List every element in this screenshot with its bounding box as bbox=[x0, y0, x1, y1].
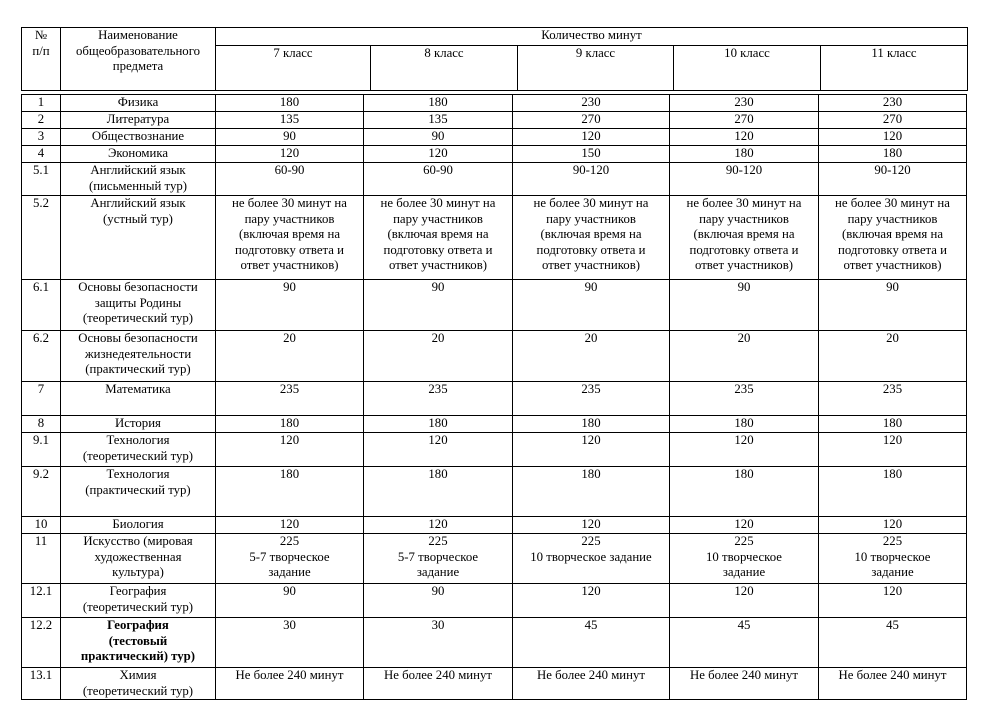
minutes-cell-text: 120 bbox=[734, 129, 754, 143]
minutes-cell-text: 45 bbox=[584, 618, 598, 632]
subject-name bbox=[61, 534, 216, 584]
minutes-cell bbox=[364, 382, 513, 416]
subject-name-text: Технология (практический тур) bbox=[85, 467, 191, 497]
minutes-cell-text: Не более 240 минут bbox=[235, 668, 344, 682]
table-body bbox=[21, 94, 967, 700]
minutes-cell bbox=[513, 146, 670, 163]
minutes-cell-text: 120 bbox=[581, 129, 601, 143]
table-row bbox=[22, 416, 967, 433]
minutes-cell-text: 180 bbox=[882, 416, 903, 430]
minutes-cell bbox=[670, 129, 819, 146]
minutes-cell bbox=[216, 112, 364, 129]
minutes-cell bbox=[670, 517, 819, 534]
minutes-cell-text: 20 bbox=[737, 331, 751, 345]
minutes-cell bbox=[216, 517, 364, 534]
subject-name bbox=[61, 280, 216, 331]
subject-name-text: География (тестовый практический) тур) bbox=[80, 618, 196, 663]
minutes-cell bbox=[513, 280, 670, 331]
table-row bbox=[22, 534, 967, 584]
minutes-cell bbox=[819, 280, 967, 331]
subject-name-text: Химия (теоретический тур) bbox=[82, 668, 194, 698]
minutes-cell-text: 225 10 творческое задание bbox=[530, 534, 652, 564]
minutes-cell-text: 180 bbox=[882, 146, 903, 160]
minutes-cell-text: 180 bbox=[279, 467, 300, 481]
minutes-cell-text: 135 bbox=[428, 112, 448, 126]
minutes-cell bbox=[216, 129, 364, 146]
minutes-cell bbox=[513, 668, 670, 700]
minutes-cell-text: 120 bbox=[882, 129, 903, 143]
subject-name-text: География (теоретический тур) bbox=[82, 584, 194, 614]
table-row bbox=[22, 618, 967, 668]
minutes-cell bbox=[216, 163, 364, 196]
row-number bbox=[22, 280, 61, 331]
minutes-cell bbox=[819, 146, 967, 163]
row-number-text: 9.1 bbox=[33, 433, 49, 447]
minutes-cell-text: 120 bbox=[882, 517, 903, 531]
minutes-cell-text: 120 bbox=[882, 584, 903, 598]
minutes-cell bbox=[216, 467, 364, 517]
minutes-cell bbox=[364, 467, 513, 517]
subject-name bbox=[61, 112, 216, 129]
minutes-cell bbox=[216, 416, 364, 433]
minutes-cell-text: 45 bbox=[886, 618, 899, 632]
row-number bbox=[22, 517, 61, 534]
row-number-text: 10 bbox=[34, 517, 48, 531]
minutes-cell-text: Не более 240 минут bbox=[537, 668, 645, 682]
subject-name bbox=[61, 433, 216, 467]
minutes-cell-text: 30 bbox=[283, 618, 296, 632]
minutes-cell-text: 180 bbox=[428, 95, 448, 109]
table-row bbox=[22, 129, 967, 146]
minutes-cell bbox=[513, 534, 670, 584]
minutes-cell-text: 235 bbox=[428, 382, 448, 396]
subject-name bbox=[61, 618, 216, 668]
minutes-cell bbox=[513, 618, 670, 668]
minutes-cell-text: 90 bbox=[283, 129, 296, 143]
row-number-text: 6.1 bbox=[33, 280, 49, 294]
row-number-text: 6.2 bbox=[33, 331, 49, 345]
row-number bbox=[22, 382, 61, 416]
minutes-cell-text: 235 bbox=[734, 382, 754, 396]
minutes-cell-text: 180 bbox=[428, 416, 448, 430]
minutes-cell bbox=[670, 382, 819, 416]
table-row bbox=[22, 382, 967, 416]
minutes-cell-text: 90 bbox=[283, 584, 296, 598]
minutes-cell-text: 90-120 bbox=[874, 163, 911, 177]
minutes-cell bbox=[513, 331, 670, 382]
subject-name-text: Математика bbox=[105, 382, 171, 396]
minutes-cell-text: 180 bbox=[734, 146, 754, 160]
minutes-cell bbox=[670, 534, 819, 584]
minutes-cell-text: 120 bbox=[581, 584, 601, 598]
minutes-cell-text: не более 30 минут на пару участников (включая время на подготовку ответа и ответ участников) bbox=[232, 196, 347, 272]
minutes-cell-text: 180 bbox=[428, 467, 448, 481]
minutes-cell-text: 230 bbox=[882, 95, 903, 109]
row-number bbox=[22, 584, 61, 618]
minutes-cell bbox=[364, 163, 513, 196]
minutes-cell-text: 235 bbox=[882, 382, 903, 396]
minutes-cell bbox=[364, 668, 513, 700]
minutes-cell-text: Не более 240 минут bbox=[838, 668, 947, 682]
subject-name bbox=[61, 331, 216, 382]
minutes-cell bbox=[513, 467, 670, 517]
minutes-cell bbox=[513, 584, 670, 618]
minutes-cell-text: не более 30 минут на пару участников (включая время на подготовку ответа и ответ участников) bbox=[835, 196, 950, 272]
subject-name bbox=[61, 517, 216, 534]
minutes-cell bbox=[513, 196, 670, 280]
minutes-cell bbox=[216, 95, 364, 112]
subject-name-text: Английский язык (устный тур) bbox=[90, 196, 186, 226]
minutes-cell-text: 180 bbox=[279, 416, 300, 430]
minutes-cell-text: 120 bbox=[882, 433, 903, 447]
minutes-cell bbox=[216, 331, 364, 382]
minutes-cell-text: 120 bbox=[279, 146, 300, 160]
minutes-cell bbox=[819, 517, 967, 534]
minutes-cell bbox=[216, 534, 364, 584]
row-number-text: 2 bbox=[37, 112, 45, 126]
minutes-cell bbox=[513, 382, 670, 416]
subject-name bbox=[61, 584, 216, 618]
minutes-cell bbox=[819, 163, 967, 196]
minutes-cell-text: Не более 240 минут bbox=[384, 668, 492, 682]
minutes-cell-text: 180 bbox=[734, 416, 754, 430]
minutes-cell-text: 60-90 bbox=[423, 163, 453, 177]
minutes-cell-text: 180 bbox=[734, 467, 754, 481]
minutes-cell bbox=[819, 112, 967, 129]
minutes-cell-text: Не более 240 минут bbox=[690, 668, 798, 682]
minutes-cell-text: 20 bbox=[886, 331, 899, 345]
minutes-cell bbox=[216, 196, 364, 280]
row-number-text: 11 bbox=[34, 534, 48, 548]
table-row bbox=[22, 146, 967, 163]
table-header bbox=[21, 27, 968, 91]
minutes-cell-text: 120 bbox=[581, 517, 601, 531]
minutes-cell bbox=[513, 517, 670, 534]
minutes-cell bbox=[819, 433, 967, 467]
minutes-cell bbox=[364, 584, 513, 618]
minutes-cell-text: 235 bbox=[279, 382, 300, 396]
minutes-cell bbox=[364, 280, 513, 331]
minutes-cell-text: 150 bbox=[581, 146, 601, 160]
minutes-cell bbox=[670, 618, 819, 668]
minutes-cell bbox=[670, 112, 819, 129]
minutes-cell bbox=[819, 668, 967, 700]
minutes-cell bbox=[819, 584, 967, 618]
minutes-cell-text: 225 10 творческое задание bbox=[854, 534, 931, 579]
minutes-cell-text: 20 bbox=[283, 331, 296, 345]
header-grade-9: 9 класс bbox=[518, 46, 674, 91]
minutes-cell bbox=[216, 280, 364, 331]
row-number bbox=[22, 129, 61, 146]
minutes-cell-text: 230 bbox=[734, 95, 754, 109]
minutes-cell-text: 120 bbox=[428, 433, 448, 447]
minutes-cell-text: 45 bbox=[737, 618, 751, 632]
minutes-cell-text: 90 bbox=[737, 280, 751, 294]
row-number-text: 7 bbox=[37, 382, 45, 396]
minutes-cell-text: 235 bbox=[581, 382, 601, 396]
subject-name-text: Основы безопасности жизнедеятельности (практический тур) bbox=[78, 331, 198, 376]
minutes-cell-text: 90 bbox=[431, 129, 445, 143]
minutes-cell bbox=[670, 95, 819, 112]
minutes-cell bbox=[216, 618, 364, 668]
header-grade-7: 7 класс bbox=[216, 46, 371, 91]
minutes-cell-text: 180 bbox=[279, 95, 300, 109]
minutes-cell bbox=[819, 331, 967, 382]
minutes-cell-text: 225 5-7 творческое задание bbox=[397, 534, 479, 579]
table-row bbox=[22, 95, 967, 112]
minutes-cell bbox=[670, 416, 819, 433]
header-grade-11: 11 класс bbox=[821, 46, 968, 91]
subject-name-text: Технология (теоретический тур) bbox=[82, 433, 194, 463]
minutes-cell-text: 225 10 творческое задание bbox=[706, 534, 782, 579]
minutes-cell-text: 120 bbox=[428, 146, 448, 160]
minutes-cell bbox=[216, 584, 364, 618]
minutes-cell bbox=[819, 129, 967, 146]
minutes-cell bbox=[216, 146, 364, 163]
minutes-cell-text: 90 bbox=[584, 280, 598, 294]
row-number-text: 9.2 bbox=[33, 467, 49, 481]
minutes-cell bbox=[513, 129, 670, 146]
minutes-cell-text: не более 30 минут на пару участников (включая время на подготовку ответа и ответ участников) bbox=[380, 196, 496, 272]
subject-name-text: Английский язык (письменный тур) bbox=[88, 163, 188, 193]
row-number-text: 5.2 bbox=[33, 196, 49, 210]
minutes-cell-text: 20 bbox=[431, 331, 445, 345]
table-row bbox=[22, 668, 967, 700]
subject-name-text: Биология bbox=[112, 517, 164, 531]
minutes-cell bbox=[670, 433, 819, 467]
minutes-cell-text: 180 bbox=[581, 416, 601, 430]
subject-name bbox=[61, 467, 216, 517]
minutes-cell-text: 90 bbox=[431, 584, 445, 598]
row-number bbox=[22, 146, 61, 163]
minutes-cell-text: 120 bbox=[279, 517, 300, 531]
minutes-cell-text: 270 bbox=[882, 112, 903, 126]
minutes-cell bbox=[819, 382, 967, 416]
minutes-cell bbox=[364, 146, 513, 163]
minutes-cell-text: 30 bbox=[431, 618, 445, 632]
subject-name-text: История bbox=[115, 416, 161, 430]
minutes-cell-text: 120 bbox=[734, 517, 754, 531]
row-number bbox=[22, 416, 61, 433]
row-number-text: 1 bbox=[37, 95, 45, 109]
minutes-cell-text: 90-120 bbox=[572, 163, 610, 177]
minutes-cell bbox=[364, 112, 513, 129]
subject-name-text: Литература bbox=[106, 112, 170, 126]
minutes-cell bbox=[364, 331, 513, 382]
minutes-cell-text: не более 30 минут на пару участников (включая время на подготовку ответа и ответ участников) bbox=[533, 196, 649, 272]
minutes-cell-text: 270 bbox=[734, 112, 754, 126]
table-row bbox=[22, 433, 967, 467]
minutes-cell bbox=[364, 618, 513, 668]
row-number-text: 12.1 bbox=[29, 584, 53, 598]
subject-name-text: Искусство (мировая художественная культура) bbox=[83, 534, 193, 579]
subject-name-text: Физика bbox=[117, 95, 159, 109]
header-minutes: Количество минут bbox=[216, 28, 968, 46]
minutes-cell-text: 120 bbox=[734, 433, 754, 447]
subject-name bbox=[61, 129, 216, 146]
minutes-cell-text: 90 bbox=[431, 280, 445, 294]
row-number bbox=[22, 534, 61, 584]
minutes-cell-text: 120 bbox=[428, 517, 448, 531]
minutes-cell-text: 225 5-7 творческое задание bbox=[249, 534, 330, 579]
minutes-cell bbox=[819, 95, 967, 112]
minutes-cell bbox=[513, 95, 670, 112]
minutes-cell-text: 120 bbox=[279, 433, 300, 447]
minutes-cell bbox=[216, 382, 364, 416]
row-number-text: 13.1 bbox=[29, 668, 53, 682]
minutes-cell bbox=[513, 433, 670, 467]
minutes-cell-text: 90 bbox=[283, 280, 296, 294]
row-number bbox=[22, 668, 61, 700]
table-row bbox=[22, 467, 967, 517]
minutes-cell bbox=[819, 618, 967, 668]
minutes-cell bbox=[513, 163, 670, 196]
table-row bbox=[22, 112, 967, 129]
row-number bbox=[22, 331, 61, 382]
minutes-cell bbox=[364, 534, 513, 584]
table-row bbox=[22, 280, 967, 331]
row-number-text: 12.2 bbox=[29, 618, 53, 632]
minutes-cell-text: 60-90 bbox=[274, 163, 305, 177]
minutes-cell bbox=[364, 129, 513, 146]
minutes-cell bbox=[670, 196, 819, 280]
subject-name-text: Основы безопасности защиты Родины (теоретический тур) bbox=[78, 280, 198, 325]
minutes-cell bbox=[364, 196, 513, 280]
minutes-cell bbox=[364, 95, 513, 112]
minutes-cell bbox=[670, 331, 819, 382]
minutes-cell-text: 120 bbox=[734, 584, 754, 598]
minutes-cell-text: не более 30 минут на пару участников (включая время на подготовку ответа и ответ участников) bbox=[686, 196, 802, 272]
table-row bbox=[22, 517, 967, 534]
row-number-text: 5.1 bbox=[33, 163, 49, 177]
subject-name bbox=[61, 163, 216, 196]
minutes-cell bbox=[670, 668, 819, 700]
row-number bbox=[22, 618, 61, 668]
minutes-cell bbox=[670, 280, 819, 331]
minutes-cell bbox=[819, 534, 967, 584]
minutes-cell bbox=[670, 467, 819, 517]
table-row bbox=[22, 584, 967, 618]
minutes-cell bbox=[364, 416, 513, 433]
minutes-cell-text: 135 bbox=[279, 112, 300, 126]
minutes-cell bbox=[364, 433, 513, 467]
minutes-cell bbox=[216, 668, 364, 700]
minutes-cell bbox=[513, 112, 670, 129]
minutes-cell-text: 180 bbox=[882, 467, 903, 481]
minutes-cell bbox=[819, 416, 967, 433]
minutes-cell bbox=[513, 416, 670, 433]
subject-name bbox=[61, 146, 216, 163]
minutes-cell-text: 20 bbox=[584, 331, 598, 345]
subject-name-text: Экономика bbox=[107, 146, 169, 160]
row-number bbox=[22, 433, 61, 467]
subject-name-text: Обществознание bbox=[91, 129, 185, 143]
row-number bbox=[22, 163, 61, 196]
row-number-text: 4 bbox=[37, 146, 45, 160]
row-number-text: 8 bbox=[37, 416, 45, 430]
row-number-text: 3 bbox=[37, 129, 45, 143]
minutes-cell-text: 90 bbox=[886, 280, 899, 294]
header-grade-8: 8 класс bbox=[371, 46, 518, 91]
header-num: № п/п bbox=[22, 28, 61, 91]
subject-name bbox=[61, 382, 216, 416]
row-number bbox=[22, 467, 61, 517]
minutes-cell bbox=[670, 146, 819, 163]
minutes-cell-text: 270 bbox=[581, 112, 601, 126]
table-row bbox=[22, 163, 967, 196]
subject-name bbox=[61, 416, 216, 433]
minutes-cell bbox=[670, 163, 819, 196]
minutes-cell bbox=[216, 433, 364, 467]
minutes-cell bbox=[670, 584, 819, 618]
table-row bbox=[22, 196, 967, 280]
minutes-cell-text: 120 bbox=[581, 433, 601, 447]
subject-name bbox=[61, 95, 216, 112]
row-number bbox=[22, 95, 61, 112]
header-subject: Наименование общеобразовательного предмета bbox=[61, 28, 216, 91]
subject-name bbox=[61, 668, 216, 700]
minutes-cell-text: 90-120 bbox=[725, 163, 763, 177]
table-row bbox=[22, 331, 967, 382]
minutes-cell bbox=[819, 196, 967, 280]
minutes-cell-text: 180 bbox=[581, 467, 601, 481]
minutes-cell-text: 230 bbox=[581, 95, 601, 109]
subject-name bbox=[61, 196, 216, 280]
minutes-cell bbox=[364, 517, 513, 534]
minutes-cell bbox=[819, 467, 967, 517]
row-number bbox=[22, 196, 61, 280]
header-grade-10: 10 класс bbox=[674, 46, 821, 91]
row-number bbox=[22, 112, 61, 129]
